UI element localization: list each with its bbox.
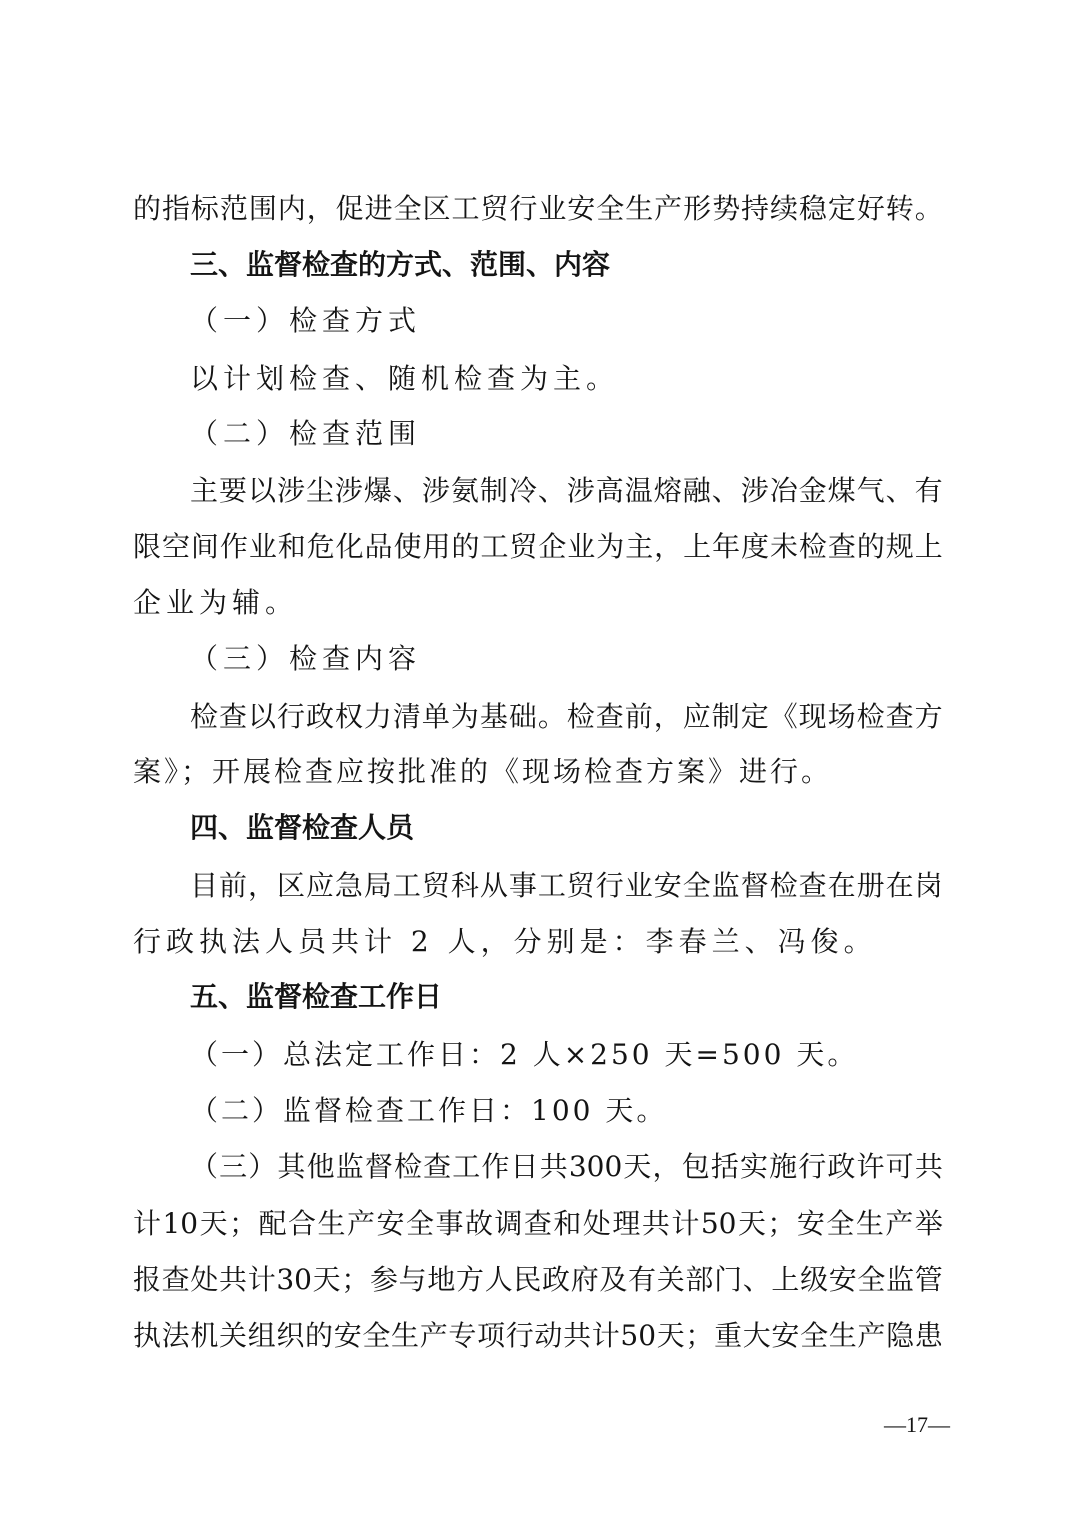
subheading-inspection-content	[0, 639, 1074, 679]
paragraph-line	[0, 1147, 1074, 1187]
paragraph-line	[0, 1260, 1074, 1300]
paragraph-line	[0, 359, 1074, 399]
justified-text: （ 三 ） 其 他 监 督 检 查 工 作 日 共 300 天 ， 包 括 实 施 行 政 许 可 共	[190, 1150, 943, 1183]
page-number: —17—	[884, 1412, 950, 1437]
section-heading-5	[0, 977, 1074, 1017]
justified-text: 计 10 天 ； 配 合 生 产 安 全 事 故 调 查 和 处 理 共 计 50 天 ； 安 全 生 产 举	[133, 1207, 943, 1240]
justified-text: 执 法 机 关 组 织 的 安 全 生 产 专 项 行 动 共 计 50 天 ； 重 大 安 全 生 产 隐 患	[133, 1319, 943, 1352]
paragraph-line	[0, 583, 1074, 623]
paragraph-line	[0, 1091, 1074, 1131]
subheading-text: （三）检查内容	[190, 642, 422, 675]
paragraph-line	[0, 922, 1074, 962]
subheading-text: （一）检查方式	[190, 304, 422, 337]
paragraph-text: 案》；开展检查应按批准的《现场检查方案》进行。	[133, 755, 833, 788]
paragraph-line	[0, 752, 1074, 792]
paragraph-line	[0, 471, 1074, 511]
subheading-inspection-method	[0, 301, 1074, 341]
justified-text: 主 要 以 涉 尘 涉 爆 、 涉 氨 制 冷 、 涉 高 温 熔 融 、 涉 冶 金 煤 气 、 有	[190, 474, 943, 507]
paragraph-text: （二）监督检查工作日：100 天。	[190, 1094, 668, 1127]
paragraph-line	[0, 866, 1074, 906]
justified-text: 报 查 处 共 计 30 天 ； 参 与 地 方 人 民 政 府 及 有 关 部 门 、 上 级 安 全 监 管	[133, 1263, 943, 1296]
paragraph-line	[0, 1316, 1074, 1356]
subheading-text: （二）检查范围	[190, 417, 422, 450]
paragraph-line	[0, 1204, 1074, 1244]
heading-text: 四、监督检查人员	[190, 811, 415, 844]
justified-text: 目 前 ， 区 应 急 局 工 贸 科 从 事 工 贸 行 业 安 全 监 督 检 查 在 册 在 岗	[190, 869, 943, 902]
paragraph-text: 企业为辅。	[133, 586, 299, 619]
justified-text: 限 空 间 作 业 和 危 化 品 使 用 的 工 贸 企 业 为 主 ， 上 年 度 未 检 查 的 规 上	[133, 530, 943, 563]
paragraph-text: （一）总法定工作日：2 人×250 天=500 天。	[190, 1038, 859, 1071]
section-heading-3	[0, 245, 1074, 285]
section-heading-4	[0, 808, 1074, 848]
paragraph-line	[0, 697, 1074, 737]
paragraph-line	[0, 527, 1074, 567]
heading-text: 五、监督检查工作日	[190, 980, 443, 1013]
paragraph-line	[0, 1035, 1074, 1075]
justified-text: 检 查 以 行 政 权 力 清 单 为 基 础 。 检 查 前 ， 应 制 定 《 现 场 检 查 方	[190, 700, 943, 733]
paragraph-text: 以计划检查、随机检查为主。	[190, 362, 620, 395]
heading-text: 三、监督检查的方式、范围、内容	[190, 248, 611, 281]
paragraph-line	[0, 189, 1074, 229]
justified-text: 的 指 标 范 围 内 ， 促 进 全 区 工 贸 行 业 安 全 生 产 形 势 持 续 稳 定 好 转 。	[133, 192, 943, 225]
subheading-inspection-scope	[0, 414, 1074, 454]
paragraph-text: 行政执法人员共计 2 人，分别是：李春兰、冯俊。	[133, 925, 877, 958]
